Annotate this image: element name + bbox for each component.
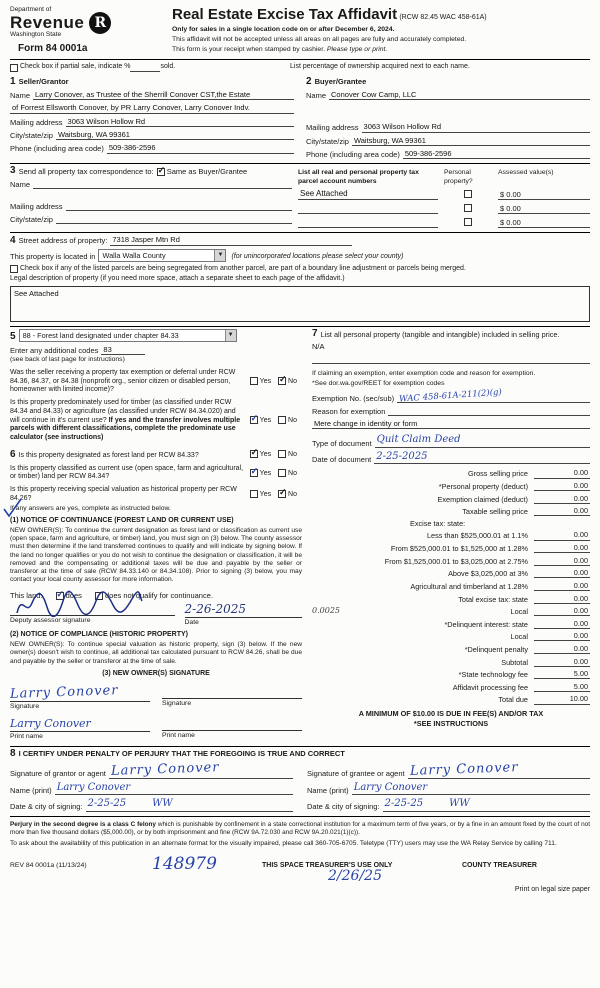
grantee-certification [307,759,590,812]
section-8-number: 8 [10,747,16,759]
buyer-name-input[interactable]: Conover Cow Camp, LLC [329,90,590,100]
partial-sale-checkbox[interactable] [10,64,18,72]
notice-continuance-title: (1) NOTICE OF CONTINUANCE (FOREST LAND OR CURRENT USE) [10,517,234,525]
fee-row-agricultural: Agricultural and timberland at 1.28% 0.00 [410,580,588,591]
additional-codes-label: Enter any additional codes [10,346,99,356]
state-line: Washington State [10,31,62,39]
section-7-number: 7 [312,328,318,340]
assessor-date-value: 2-26-2025 [184,601,247,616]
exemption-no-label: Exemption No. (sec/sub) [312,393,395,403]
owner-print-names-row [10,717,302,741]
exemption-code-input[interactable]: WAC 458-61A-211(2)(g) [397,391,590,403]
fee-row-taxable: Taxable selling price 0.00 [462,506,588,517]
county-select[interactable]: Walla Walla County ▼ [98,249,226,262]
section-4-number: 4 [10,234,16,246]
header-note-3 [172,46,590,54]
grantor-name-print-label: Name (print) [10,785,52,795]
agency-name: Revenue [10,13,85,33]
fee-row-tier3: From $1,525,000.01 to $3,025,000 at 2.75% 0.00 [384,555,588,566]
seller-name-input-2[interactable]: of Forrest Ellsworth Conover, by PR Larry Conover, Larry Conover Indv. [10,103,294,113]
parcel-numbers-header: List all real and personal property tax parcel account numbers [298,169,419,185]
current-use-question: Is this property classified as current use (open space, farm and agricultural, or timber) land per RCW 84.34? ✓Yes No [10,464,297,481]
alternate-format-notice: To ask about the availability of this publication in an alternate format for the visually impaired, please call 360-705-6705. Teletype (TTY) users may use the WA Relay Service by calling 711. [10,839,557,847]
q5a-yes-checkbox[interactable] [250,377,258,385]
buyer-city-input[interactable]: Waitsburg, WA 99361 [352,136,590,146]
seller-phone-label: Phone (including area code) [10,144,104,154]
header-note-3-text: This form is your receipt when stamped by cashier. [172,46,327,54]
correspondence-city-label: City/state/zip [10,214,53,224]
fee-row-personal-deduct: *Personal property (deduct) 0.00 [438,481,588,492]
q5b-yes-checkbox[interactable]: ✓ [250,413,259,424]
buyer-name-label: Name [306,90,327,100]
seller-phone-input[interactable]: 509-386-2596 [107,143,294,153]
form-footer [10,816,590,895]
treasurer-stamp-date: 2/26/25 [328,868,382,885]
buyer-city-label: City/state/zip [306,136,349,146]
agency-block [10,6,168,56]
notice-compliance-body: NEW OWNER(S): To continue special valuation as historic property, sign (3) below. If the new owner(s) doesn't wish to continue, all additional tax calculated pursuant to RCW 84.26, shall be due and payable by the seller or transferor at the time of sale. [10,641,302,665]
yes-label: Yes [259,469,272,477]
q5a-no-checkbox[interactable]: ✓ [279,374,287,385]
print-size-note: Print on legal size paper [514,886,590,894]
county-treasurer-label: COUNTY TREASURER [462,862,537,870]
fee-row-tier4: Above $3,025,000 at 3% 0.00 [448,568,588,579]
see-instructions-note: *SEE INSTRUCTIONS [413,718,489,728]
rev-number: REV 84 0001a (11/13/24) [10,862,87,870]
predominate-use-question: Is this property predominately used for timber (as classified under RCW 84.34 and 84.33) or agriculture (as classified under RCW 84.34.020) and will continue in it's current use? If yes and the transfer involves multiple parcels with different classifications, complete the predominate use calculator (see instructions) ✓Yes No [10,399,297,442]
date-of-document-input[interactable]: 2-25-2025 [374,451,590,465]
grantor-certification [10,759,293,812]
grantee-signature-label: Signature of grantee or agent [307,769,405,779]
print-name-label: Print name [10,733,43,741]
q6b-no-checkbox[interactable] [278,469,286,477]
dept-line: Department of [10,6,52,13]
seller-name-label: Name [10,90,31,100]
partial-sale-row [10,62,590,72]
buyer-mailing-input[interactable]: 3063 Wilson Hollow Rd [362,122,590,132]
treasurer-space-label: THIS SPACE TREASURER'S USE ONLY [262,862,393,870]
grantor-signature-field[interactable]: Larry Conover [109,762,293,779]
no-label: No [288,469,297,477]
fee-row-delinquent-penalty: *Delinquent penalty 0.00 [464,643,588,654]
fee-table [312,468,590,704]
seller-name-input[interactable]: Larry Conover, as Trustee of the Sherrill Conover CST,the Estate [33,90,294,100]
partial-percent-input[interactable] [130,62,160,72]
exemption-deferral-question: Was the seller receiving a property tax exemption or deferral under RCW 84.36, 84.37, or 84.38 (nonprofit org., senior citizen or disabled person, homeowner with limited income)? Yes ✓No [10,368,297,394]
personal-property-value[interactable]: N/A [312,342,325,352]
forest-land-question: 6 Is this property designated as forest land per RCW 84.33? ✓Yes No [10,447,297,460]
q6a-yes-checkbox[interactable]: ✓ [250,447,259,458]
type-of-document-input[interactable]: Quit Claim Deed [375,434,590,448]
fee-row-tier1: Less than $525,000.01 at 1.1% 0.00 [426,530,588,541]
grantee-name-print-label: Name (print) [307,785,349,795]
fee-row-subtotal: Subtotal 0.00 [501,656,588,667]
assessed-value-input-3[interactable]: $ 0.00 [498,218,590,228]
header-note-1: Only for sales in a single location code on or after December 6, 2024. [172,26,395,34]
seller-city-label: City/state/zip [10,130,53,140]
q6b-yes-checkbox[interactable]: ✓ [250,465,259,476]
owner-signature-field-2[interactable] [162,685,302,699]
fee-row-excise-header: Excise tax: state: [410,518,466,528]
fee-row-exemption-deduct: Exemption claimed (deduct) 0.00 [437,493,588,504]
page-title: Real Estate Excise Tax Affidavit [172,6,398,23]
personal-property-blank-line[interactable] [312,354,590,364]
reason-input-2[interactable]: Mere change in identity or form [312,419,590,429]
grantee-date-city-field[interactable]: 2-25-25 WW [383,798,590,812]
does-label: does [65,590,82,600]
fee-row-total-due: Total due 10.00 [498,694,588,705]
yes-label: Yes [259,378,272,386]
grantor-date-city-label: Date & city of signing: [10,802,83,812]
type-of-document-label: Type of document [312,438,372,448]
form-header [10,6,590,56]
additional-codes-note: (see back of last page for instructions) [10,356,125,364]
assessed-value-input-1[interactable]: $ 0.00 [498,190,590,200]
header-divider [10,59,590,60]
legal-description-label: Legal description of property (if you need more space, attach a separate sheet to each page of the affidavit.) [10,275,345,283]
personal-property-checkbox-1[interactable] [464,190,472,198]
classification-code-select[interactable]: 88 - Forest land designated under chapter 84.33 ▼ [19,329,237,342]
signature-label: Signature [10,702,40,710]
fee-row-total-state: Total excise tax: state 0.00 [458,593,588,604]
segregated-checkbox[interactable] [10,265,18,273]
personal-property-header: Personal property? [444,169,473,185]
main-columns [10,326,590,742]
deputy-assessor-label: Deputy assessor signature [10,616,91,624]
tax-computation-column [312,329,590,742]
certify-statement: I CERTIFY UNDER PENALTY OF PERJURY THAT THE FOREGOING IS TRUE AND CORRECT [18,748,345,758]
personal-property-intro: List all personal property (tangible and intangible) included in selling price. [320,329,560,339]
section-2-number: 2 [306,75,312,87]
certification-section [10,746,590,812]
section-1-number: 1 [10,75,16,87]
buyer-phone-label: Phone (including area code) [306,149,400,159]
buyer-title: Buyer/Grantee [314,77,367,87]
seller-section [10,74,294,160]
partial-sale-suffix: sold. [160,63,176,70]
fee-row-processing-fee: Affidavit processing fee 5.00 [452,681,588,692]
parcel-input-2[interactable] [298,204,438,214]
title-rcw-ref: (RCW 82.45 WAC 458-61A) [399,14,487,21]
fee-row-technology-fee: *State technology fee 5.00 [458,669,588,680]
seller-mailing-input[interactable]: 3063 Wilson Hollow Rd [66,117,294,127]
yes-label: Yes [259,491,272,499]
correspondence-name-input[interactable] [33,179,292,189]
fee-row-tier2: From $525,000.01 to $1,525,000 at 1.28% 0.00 [390,543,588,554]
any-yes-note: If any answers are yes, complete as instructed below. [10,504,171,512]
county-note: (for unincorporated locations please select your county) [231,252,404,260]
margin-ink-check [2,497,22,519]
does-not-label: does not qualify for continuance. [104,590,213,600]
no-label: No [288,491,297,499]
no-label: No [288,417,297,425]
q6c-yes-checkbox[interactable] [250,490,258,498]
seller-mailing-label: Mailing address [10,117,63,127]
new-owner-signature-title: (3) NEW OWNER(S) SIGNATURE [102,669,210,677]
section-3-number: 3 [10,165,16,177]
grantor-date-city-field[interactable]: 2-25-25 WW [86,798,293,812]
seller-title: Seller/Grantor [18,77,69,87]
grantor-name-print-field[interactable]: Larry Conover [55,782,293,796]
fee-row-delinquent-interest-state: *Delinquent interest: state 0.00 [444,618,588,629]
correspondence-mailing-input[interactable] [66,201,292,211]
buyer-phone-input[interactable]: 509-386-2596 [403,149,590,159]
personal-property-checkbox-2[interactable] [464,204,472,212]
parcel-input-1[interactable]: See Attached [298,189,438,200]
section-5-number: 5 [10,331,16,343]
historic-property-question: Is this property receiving special valuation as historical property per RCW 84.26? Yes ✓No [10,486,297,502]
treasurer-stamp-area [10,852,590,886]
owner-signatures-row [9,682,302,712]
q6c-no-checkbox[interactable]: ✓ [279,487,287,498]
no-label: No [288,451,297,459]
grantee-name-print-field[interactable]: Larry Conover [352,782,590,796]
located-in-label: This property is located in [10,252,96,262]
reason-for-exemption-label: Reason for exemption [312,406,386,416]
same-as-buyer-label: Same as Buyer/Grantee [166,166,248,176]
this-land-label: This land: [10,590,43,600]
chevron-down-icon: ▼ [225,330,236,341]
correspondence-city-input[interactable] [56,214,292,224]
same-as-buyer-checkbox[interactable]: ✓ [157,165,166,176]
exemption-note-2: *See dor.wa.gov/REET for exemption codes [312,379,445,387]
parties-section [10,74,590,160]
street-address-label: Street address of property: [18,236,108,246]
yes-label: Yes [259,417,272,425]
grantor-signature-label: Signature of grantor or agent [10,769,106,779]
owner-print-field-2[interactable] [162,717,302,731]
street-address-input[interactable]: 7318 Jasper Mtn Rd [110,235,352,245]
assessed-value-input-2[interactable]: $ 0.00 [498,204,590,214]
property-location-section [10,232,590,322]
q6a-no-checkbox[interactable] [278,450,286,458]
no-label: No [288,378,297,386]
does-qualify-checkbox[interactable]: ✓ [56,588,65,599]
use-classification-column [10,329,302,742]
personal-property-checkbox-3[interactable] [464,218,472,226]
correspondence-intro: Send all property tax correspondence to: [18,166,154,176]
correspondence-section [10,163,590,228]
owner-print-field-1[interactable]: Larry Conover [10,717,150,732]
signature-label: Signature [162,699,192,707]
parcel-input-3[interactable] [298,218,438,228]
segregated-label: Check box if any of the listed parcels are being segregated from another parcel, are part of a boundary line adjustment or parcels being merged. [19,264,466,272]
assessor-signature-row [10,602,302,627]
header-note-2: This affidavit will not be accepted unless all areas on all pages are fully and accurately completed. [172,36,467,44]
revenue-logo-icon: R [89,12,111,34]
buyer-mailing-label: Mailing address [306,123,359,133]
chevron-down-icon: ▼ [214,250,225,261]
correspondence-name-label: Name [10,179,31,189]
ownership-note: List percentage of ownership acquired next to each name. [290,63,470,70]
form-number: Form 84 0001a [18,43,88,55]
partial-sale-label: Check box if partial sale, indicate % [19,63,131,70]
print-name-label: Print name [162,732,195,740]
date-of-document-label: Date of document [312,455,372,465]
deputy-assessor-signature [14,589,144,619]
buyer-section [306,74,590,160]
correspondence-mailing-label: Mailing address [10,201,63,211]
grantee-date-city-label: Date & city of signing: [307,802,380,812]
legal-description-box[interactable]: See Attached [10,286,590,322]
seller-city-input[interactable]: Waitsburg, WA 99361 [56,130,294,140]
header-note-3-italic: Please type or print. [326,46,388,54]
additional-codes-input[interactable]: 83 [101,345,145,355]
assessed-value-header: Assessed value(s) [498,169,554,177]
grantee-signature-field[interactable]: Larry Conover [408,762,590,779]
reason-input-1[interactable] [388,406,590,416]
fee-row-local: 0.0025 Local 0.00 [312,606,588,617]
notice-continuance-body: NEW OWNER(S): To continue the current designation as forest land or classification as current use (open space, farm and agriculture, or timber) land, you must sign on (3) below. The county assessor must then determine if the land transferred continues to qualify and will indicate by signing below. If the land no longer qualifies or you do not wish to continue the designation or classification, it will be removed and the compensating or additional taxes will be due and payable by the seller or transferor at the time of sale (RCW 84.33.140 or 84.34.108). Prior to signing (3) below, you may contact your local county assessor for more information. [10,526,302,584]
perjury-notice: Perjury in the second degree is a class C felony which is punishable by confinement in a state correctional institution for a maximum term of five years, or by a fine in an amount fixed by the court of not more than five thousand dollars ($5,000.00), or by both imprisonment and fine (RCW 9A.72.030 and RCW 9A.20.021(1)(c)). [10,820,590,836]
fee-row-delinquent-interest-local: Local 0.00 [510,631,588,642]
treasurer-stamp-number: 148979 [152,854,217,875]
yes-label: Yes [259,451,272,459]
minimum-due-note: A MINIMUM OF $10.00 IS DUE IN FEE(S) AND/OR TAX [358,708,544,718]
assessor-date-label: Date [184,618,199,626]
notice-compliance-title: (2) NOTICE OF COMPLIANCE (HISTORIC PROPERTY) [10,631,188,639]
owner-signature-field-1[interactable]: Larry Conover [10,685,150,702]
exemption-note: If claiming an exemption, enter exemption code and reason for exemption. [312,370,536,378]
q5b-no-checkbox[interactable] [278,416,286,424]
fee-row-gross: Gross selling price 0.00 [467,468,588,479]
